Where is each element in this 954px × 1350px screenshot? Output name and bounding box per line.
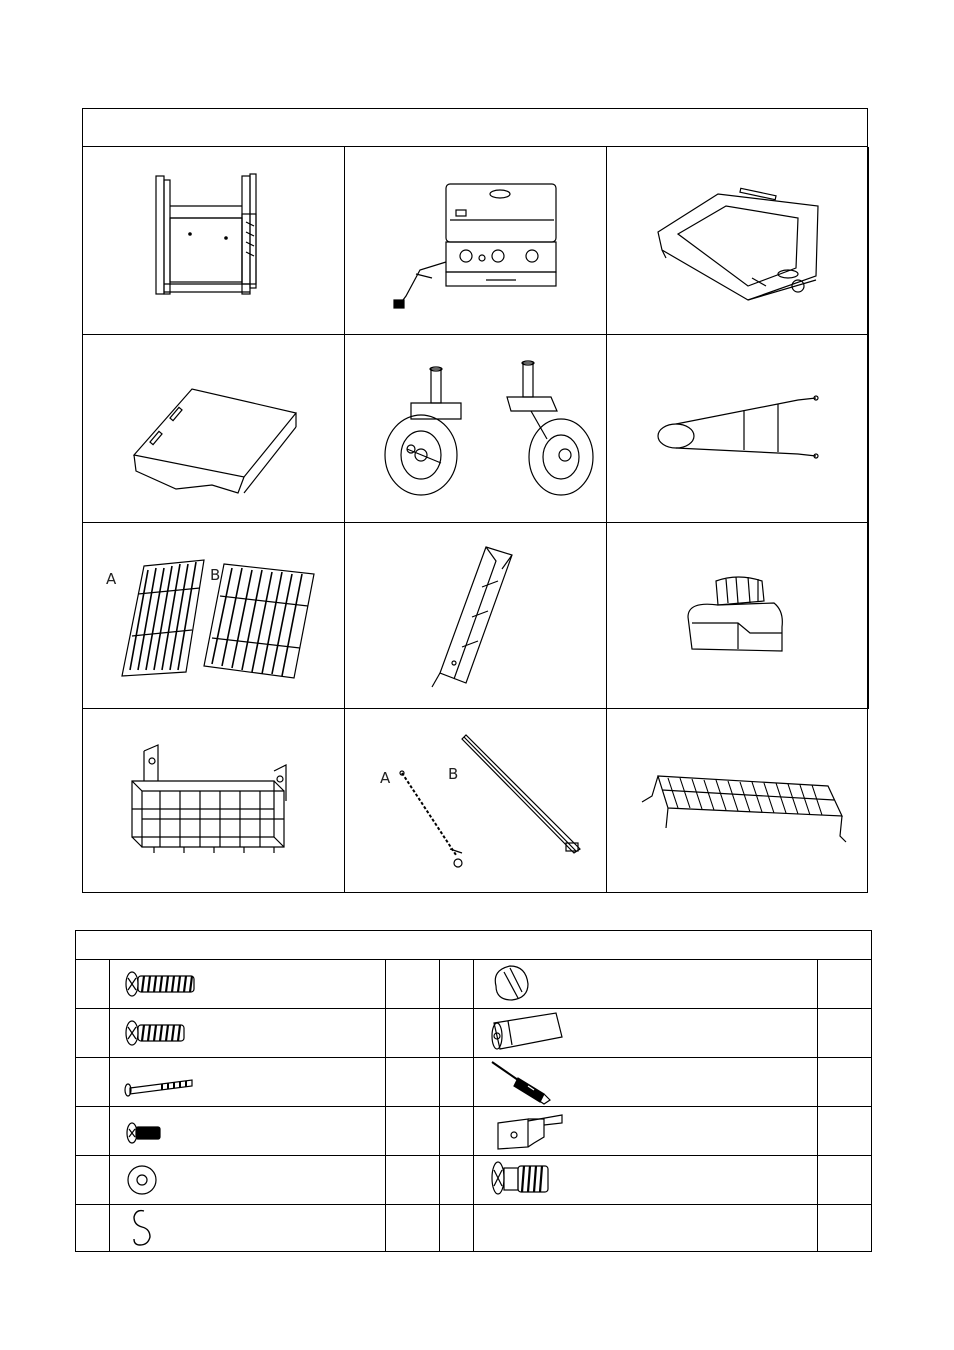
part-warming-rack (607, 709, 869, 893)
hw-letter-cell (440, 1058, 474, 1106)
side-shelf-icon (114, 359, 314, 499)
grate-b-letter: B (209, 565, 220, 584)
part-ignition-chain-rod (345, 709, 607, 893)
medium-screw-icon (122, 1009, 192, 1058)
thin-bolt-icon (122, 1058, 202, 1107)
bracket-icon (494, 1107, 574, 1156)
hw-qty-cell (818, 1009, 873, 1057)
tank-hanger-icon (648, 384, 828, 474)
warming-rack-icon (628, 746, 848, 856)
flame-tamer-icon (416, 541, 536, 691)
part-cooking-grates (83, 523, 345, 709)
hw-letter-cell (440, 1009, 474, 1057)
ignition-chain-rod-icon (366, 731, 586, 871)
control-knob-icon (678, 571, 798, 661)
hw-qty-cell (818, 1058, 873, 1106)
hw-letter-cell (440, 1205, 474, 1251)
hardware-list-table (75, 930, 872, 1252)
hw-letter-cell (76, 1205, 110, 1251)
hardware-row (76, 1009, 871, 1058)
chain-a-letter: A (379, 769, 390, 787)
part-flame-tamer (345, 523, 607, 709)
hardware-row (76, 1058, 871, 1107)
battery-icon (480, 1009, 570, 1058)
knob-icon (488, 960, 538, 1009)
hw-item-cell (474, 1009, 818, 1057)
hardware-row (76, 1205, 871, 1251)
hw-item-cell (110, 960, 386, 1008)
shoulder-bolt-icon (488, 1156, 558, 1205)
hw-qty-cell (818, 1205, 873, 1251)
hw-item-cell (110, 1009, 386, 1057)
long-screw-icon (122, 960, 202, 1009)
part-side-burner (607, 147, 869, 335)
hw-item-cell (474, 1107, 818, 1155)
hardware-row (76, 960, 871, 1009)
part-wire-basket (83, 709, 345, 893)
hw-qty-cell (818, 960, 873, 1008)
hw-item-cell (474, 960, 818, 1008)
part-tank-hanger (607, 335, 869, 523)
washer-icon (122, 1156, 172, 1205)
hw-letter-cell (76, 960, 110, 1008)
caster-wheels-icon (351, 359, 601, 499)
side-burner-icon (648, 176, 828, 306)
grill-head-icon (376, 166, 576, 316)
rod-b-letter: B (447, 765, 458, 783)
hw-letter-cell (76, 1058, 110, 1106)
hardware-row (76, 1107, 871, 1156)
hw-item-cell (110, 1058, 386, 1106)
cart-frame-icon (134, 166, 294, 316)
parts-list-table (82, 108, 868, 893)
hw-item-cell (110, 1205, 386, 1251)
part-grill-head (345, 147, 607, 335)
parts-list-header (83, 109, 867, 147)
hardware-row (76, 1156, 871, 1205)
part-caster-wheels (345, 335, 607, 523)
part-control-knob (607, 523, 869, 709)
hw-qty-cell (386, 1009, 440, 1057)
part-side-shelf (83, 335, 345, 523)
hw-letter-cell (440, 960, 474, 1008)
hw-qty-cell (386, 1107, 440, 1155)
short-screw-icon (122, 1107, 172, 1156)
hw-qty-cell (818, 1107, 873, 1155)
hw-item-cell (110, 1156, 386, 1204)
hardware-list-header (76, 931, 871, 960)
screwdriver-icon (488, 1058, 568, 1107)
hw-letter-cell (76, 1009, 110, 1057)
hw-qty-cell (818, 1156, 873, 1204)
hw-qty-cell (386, 1156, 440, 1204)
hw-qty-cell (386, 960, 440, 1008)
grate-a-letter: A (105, 569, 116, 588)
hw-item-cell (110, 1107, 386, 1155)
hw-item-cell (474, 1205, 818, 1251)
hw-letter-cell (76, 1156, 110, 1204)
part-grill-cart-frame (83, 147, 345, 335)
s-hook-icon (122, 1205, 162, 1251)
hw-letter-cell (76, 1107, 110, 1155)
hw-qty-cell (386, 1205, 440, 1251)
hw-item-cell (474, 1058, 818, 1106)
hw-qty-cell (386, 1058, 440, 1106)
hw-item-cell (474, 1156, 818, 1204)
hw-letter-cell (440, 1107, 474, 1155)
hw-letter-cell (440, 1156, 474, 1204)
cooking-grates-icon (104, 546, 324, 686)
wire-basket-icon (124, 741, 304, 861)
